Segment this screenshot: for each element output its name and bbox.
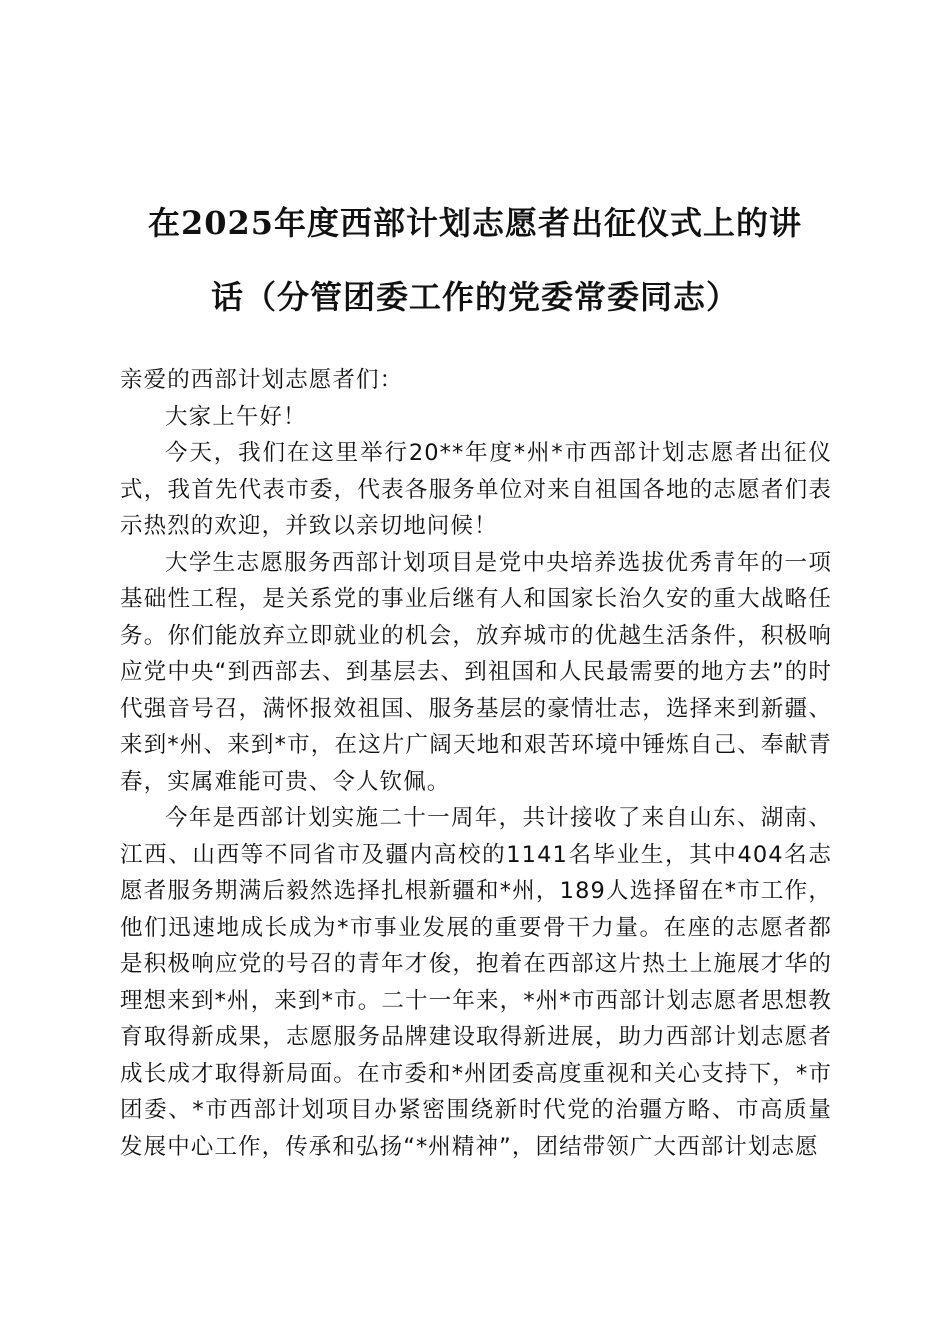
title-line-2: 话（分管团委工作的党委常委同志） xyxy=(210,278,739,316)
paragraph-welcome: 今天，我们在这里举行20**年度*州*市西部计划志愿者出征仪式，我首先代表市委，代表各服务单位对来自祖国各地的志愿者们表示热烈的欢迎，并致以亲切地问候！ xyxy=(120,440,832,539)
document-body xyxy=(120,362,832,1165)
title-line-1: 在2025年度西部计划志愿者出征仪式上的讲 xyxy=(147,204,803,242)
paragraph-greeting: 大家上午好！ xyxy=(165,403,307,430)
paragraph-history: 今年是西部计划实施二十一周年，共计接收了来自山东、湖南、江西、山西等不同省市及疆内高校的1141名毕业生，其中404名志愿者服务期满后毅然选择扎根新疆和*州，189人选择留在*市工作，他们迅速地成长成为*市事业发展的重要骨干力量。在座的志愿者都是积极响应党的号召的青年才俊，抱着在西部这片热土上施展才华的理想来到*州，来到*市。二十一年来，*州*市西部计划志愿者思想教育取得新成果，志愿服务品牌建设取得新进展，助力西部计划志愿者成长成才取得新局面。在市委和*州团委高度重视和关心支持下，*市团委、*市西部计划项目办紧密围绕新时代党的治疆方略、市高质量发展中心工作，传承和弘扬“*州精神”，团结带领广大西部计划志愿 xyxy=(120,805,832,1160)
salutation: 亲爱的西部计划志愿者们： xyxy=(120,367,404,393)
document-title xyxy=(110,186,840,334)
paragraph-significance: 大学生志愿服务西部计划项目是党中央培养选拔优秀青年的一项基础性工程，是关系党的事业后继有人和国家长治久安的重大战略任务。你们能放弃立即就业的机会，放弃城市的优越生活条件，积极响应党中央“到西部去、到基层去、到祖国和人民最需要的地方去”的时代强音号召，满怀报效祖国、服务基层的豪情壮志，选择来到新疆、来到*州、来到*市，在这片广阔天地和艰苦环境中锤炼自己、奉献青春，实属难能可贵、令人钦佩。 xyxy=(120,549,832,795)
